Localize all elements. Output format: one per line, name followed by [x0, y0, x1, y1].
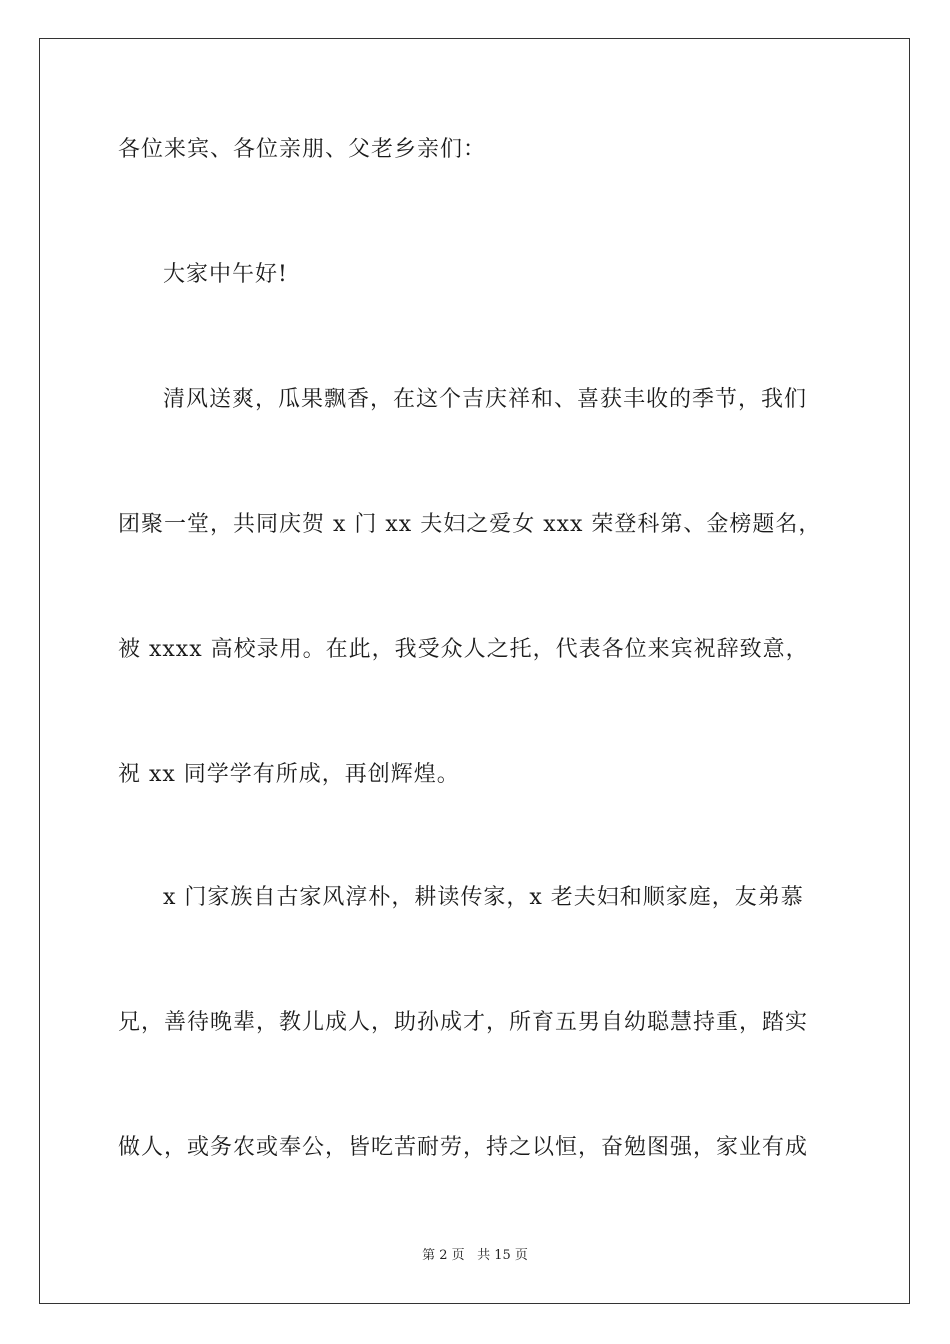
total-pages: 共 15 页	[477, 1248, 528, 1263]
body-line: 兄，善待晚辈，教儿成人，助孙成才，所育五男自幼聪慧持重，踏实	[118, 1010, 809, 1035]
body-line: 清风送爽，瓜果飘香，在这个吉庆祥和、喜获丰收的季节，我们	[163, 387, 808, 412]
body-line: 做人，或务农或奉公，皆吃苦耐劳，持之以恒，奋勉图强，家业有成	[118, 1135, 809, 1160]
greeting-line: 大家中午好!	[163, 262, 288, 287]
page-number: 第 2 页	[422, 1248, 465, 1263]
page-footer	[0, 1247, 950, 1265]
body-line: x 门家族自古家风淳朴，耕读传家，x 老夫妇和顺家庭，友弟慕	[163, 885, 804, 910]
page-border	[39, 38, 910, 1304]
salutation-line: 各位来宾、各位亲朋、父老乡亲们：	[118, 137, 487, 162]
body-line: 祝 xx 同学学有所成，再创辉煌。	[118, 762, 460, 787]
body-line: 团聚一堂，共同庆贺 x 门 xx 夫妇之爱女 xxx 荣登科第、金榜题名，	[118, 512, 822, 537]
body-line: 被 xxxx 高校录用。在此，我受众人之托，代表各位来宾祝辞致意，	[118, 637, 809, 662]
